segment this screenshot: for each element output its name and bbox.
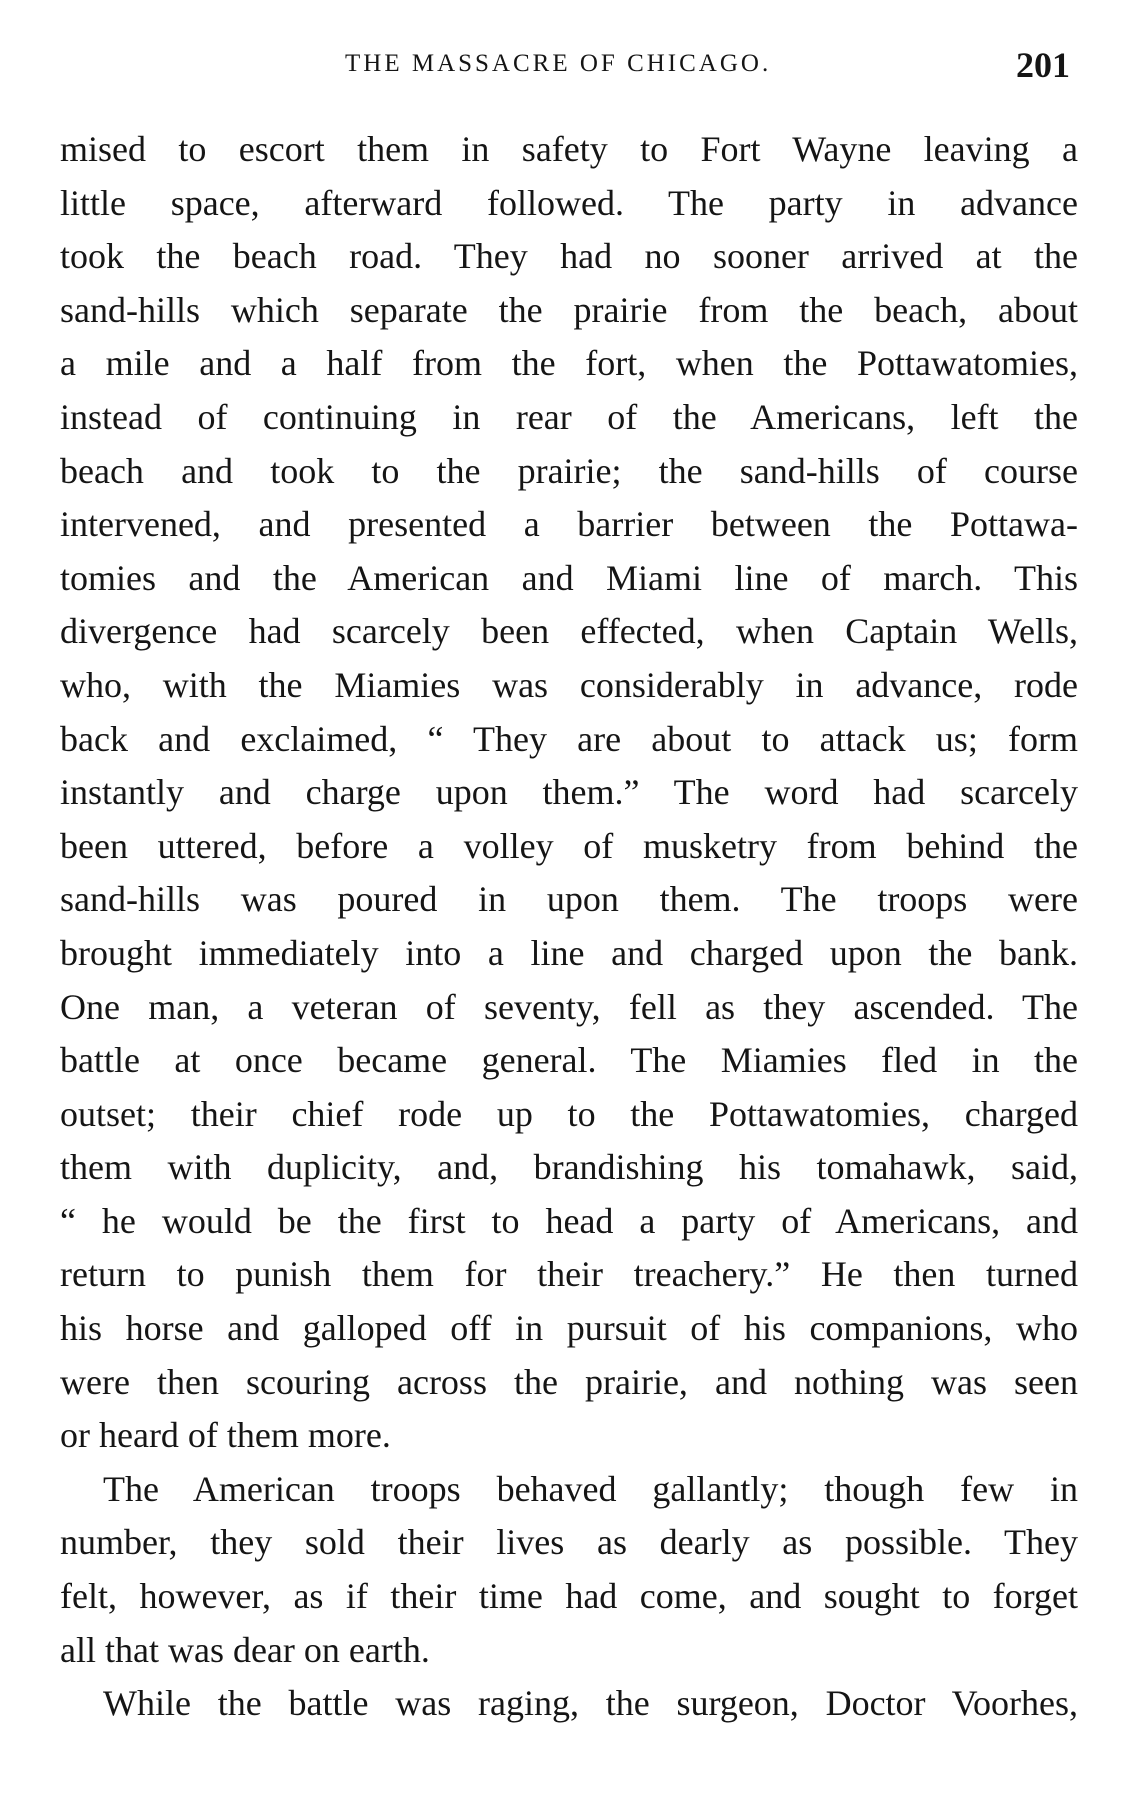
text-line: One man, a veteran of seventy, fell as they ascended. The	[60, 986, 1078, 1027]
paragraph-start-line: While the battle was raging, the surgeon, Doctor Voorhes,	[103, 1683, 1078, 1724]
text-line: a mile and a half from the fort, when the Pottawatomies,	[60, 343, 1078, 384]
text-line: sand-hills which separate the prairie from the beach, about	[60, 289, 1078, 330]
text-line: return to punish them for their treachery.” He then turned	[60, 1254, 1078, 1295]
text-line: been uttered, before a volley of musketry from behind the	[60, 825, 1078, 866]
text-line: battle at once became general. The Miamies fled in the	[60, 1040, 1078, 1081]
running-head	[60, 44, 1070, 94]
body-text	[60, 123, 1078, 1731]
running-title: THE MASSACRE OF CHICAGO.	[345, 50, 772, 77]
text-line: little space, afterward followed. The party in advance	[60, 182, 1078, 223]
text-line: instead of continuing in rear of the Americans, left the	[60, 396, 1078, 437]
page-number: 201	[1016, 45, 1070, 85]
text-line: took the beach road. They had no sooner arrived at the	[60, 236, 1078, 277]
text-line: “ he would be the first to head a party of Americans, and	[60, 1200, 1078, 1241]
text-line: all that was dear on earth.	[60, 1629, 430, 1670]
text-line: felt, however, as if their time had come, and sought to forget	[60, 1576, 1078, 1617]
text-line: them with duplicity, and, brandishing his tomahawk, said,	[60, 1147, 1078, 1188]
text-line: tomies and the American and Miami line of march. This	[60, 557, 1078, 598]
text-line: mised to escort them in safety to Fort Wayne leaving a	[60, 129, 1078, 169]
text-line: or heard of them more.	[60, 1415, 391, 1456]
text-line: who, with the Miamies was considerably in advance, rode	[60, 664, 1078, 705]
paragraph-start-line: The American troops behaved gallantly; though few in	[103, 1468, 1078, 1509]
text-line: back and exclaimed, “ They are about to attack us; form	[60, 718, 1078, 759]
text-line: number, they sold their lives as dearly as possible. They	[60, 1522, 1078, 1563]
text-line: sand-hills was poured in upon them. The troops were	[60, 879, 1078, 920]
text-line: his horse and galloped off in pursuit of his companions, who	[60, 1308, 1078, 1349]
text-line: outset; their chief rode up to the Pottawatomies, charged	[60, 1093, 1078, 1134]
text-line: brought immediately into a line and charged upon the bank.	[60, 932, 1078, 973]
text-line: intervened, and presented a barrier between the Pottawa-	[60, 504, 1078, 545]
text-line: were then scouring across the prairie, and nothing was seen	[60, 1361, 1078, 1402]
text-line: beach and took to the prairie; the sand-hills of course	[60, 450, 1078, 491]
text-line: divergence had scarcely been effected, when Captain Wells,	[60, 611, 1078, 652]
text-line: instantly and charge upon them.” The word had scarcely	[60, 772, 1078, 813]
